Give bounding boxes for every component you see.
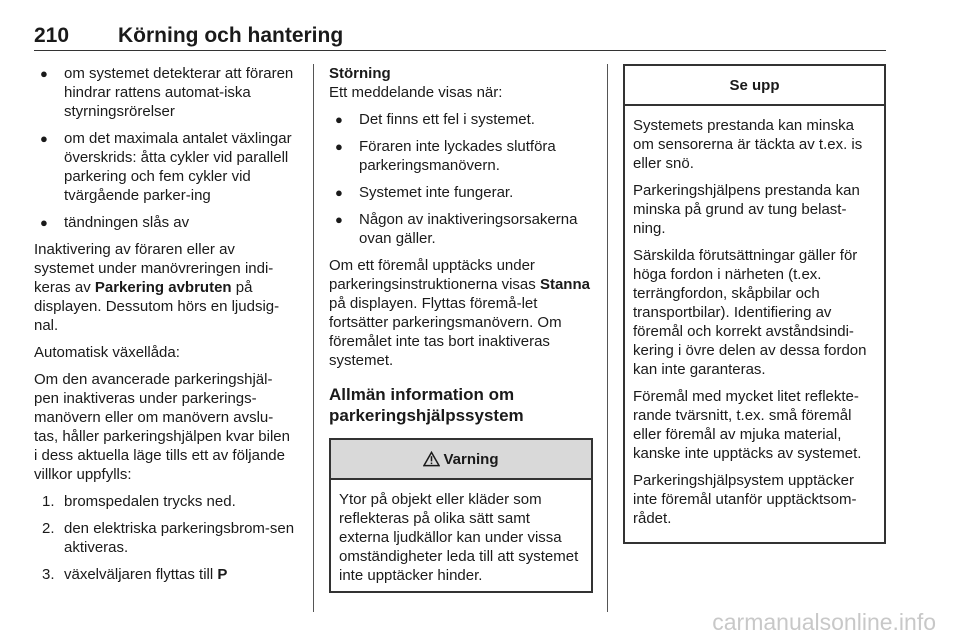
fault-heading: Störning — [329, 65, 391, 82]
stop-message: Stanna — [539, 276, 590, 293]
hold-position-paragraph: Om den avancerade parkeringshjäl-pen inaktiveras under parkerings-manövern eller om manövern avslu-tas, håller parkeringshjälpen kvar bilen i dess aktuella läge tills ett av följande villkor uppfylls: — [34, 371, 290, 483]
warning-text: Ytor på objekt eller kläder som reflekteras på olika sätt samt externa ljudkällor kan under vissa omständigheter leda till att systemet inte upptäcker hinder. — [339, 491, 579, 584]
page-header — [34, 26, 886, 51]
caution-body — [625, 106, 884, 542]
release-conditions-list — [34, 492, 296, 584]
list-item: ● Föraren inte lyckades slutföra parkeringsmanövern. — [329, 137, 593, 175]
caution-title: Se upp — [729, 76, 780, 94]
column-divider — [313, 64, 314, 612]
list-item: ● Det finns ett fel i systemet. — [329, 110, 593, 129]
list-item: ● Någon av inaktiveringsorsakerna ovan gäller. — [329, 210, 593, 248]
deactivation-conditions-list — [34, 64, 296, 232]
watermark: carmanualsonline.info — [712, 609, 936, 635]
caution-paragraph: Särskilda förutsättningar gäller för höga fordon i närheten (t.ex. terrängfordon, skåpbilar och transportbilar). Identifiering av föremål och korrekt avståndsindi-kering i övre delen av dessa fordon kan inte garanteras. — [633, 247, 867, 378]
warning-box — [329, 438, 593, 593]
page-number: 210 — [34, 24, 70, 47]
column-divider — [607, 64, 608, 612]
column-middle — [329, 64, 593, 593]
caution-paragraph: Parkeringshjälpens prestanda kan minska på grund av tung belast-ning. — [633, 182, 860, 237]
caution-paragraph: Parkeringshjälpsystem upptäcker inte föremål utanför upptäcktsom-rådet. — [633, 472, 857, 527]
caution-paragraph: Föremål med mycket litet reflekte-rande tvärsnitt, t.ex. små föremål eller föremål av mjuka material, kanske inte upptäcks av systemet. — [633, 388, 862, 462]
fault-intro: Ett meddelande visas när: — [329, 84, 503, 101]
list-item: ● om systemet detekterar att föraren hindrar rattens automat-iska styrningsrörelser — [34, 64, 296, 121]
list-item: ● tändningen slås av — [34, 213, 296, 232]
warning-title: Varning — [443, 450, 499, 468]
list-item: ● Systemet inte fungerar. — [329, 183, 593, 202]
warning-triangle-icon — [423, 451, 440, 467]
deactivation-paragraph: Inaktivering av föraren eller av systemet under manövreringen indi-keras av Parkering avbruten på displayen. Dessutom hörs en ljudsig-nal. — [34, 241, 280, 334]
object-detected-paragraph: Om ett föremål upptäcks under parkeringsinstruktionerna visas Stanna på displayen. Flyttas föremå-let fortsätter parkeringsmanövern. Om föremålet inte tas bort inaktiveras systemet. — [329, 257, 590, 369]
caution-box — [623, 64, 886, 544]
list-item: ● om det maximala antalet växlingar överskrids: åtta cykler vid parallell parkering och fem cykler vid tvärgående parker-ing — [34, 129, 296, 205]
warning-body — [331, 480, 591, 591]
section-heading: Allmän information om parkeringshjälpssystem — [329, 385, 524, 425]
list-item: 3. växelväljaren flyttas till P — [42, 566, 228, 583]
parking-aborted-message: Parkering avbruten — [94, 279, 232, 296]
chapter-title: Körning och hantering — [118, 24, 344, 47]
column-right — [623, 64, 886, 544]
fault-list — [329, 110, 593, 248]
column-left — [34, 64, 296, 592]
list-item: 1. bromspedalen trycks ned. — [42, 493, 236, 510]
automatic-gearbox-label: Automatisk växellåda: — [34, 344, 180, 361]
warning-header — [331, 440, 591, 480]
list-item: 2. den elektriska parkeringsbrom-sen aktiveras. — [42, 520, 295, 556]
caution-paragraph: Systemets prestanda kan minska om sensorerna är täckta av t.ex. is eller snö. — [633, 117, 863, 172]
caution-header — [625, 66, 884, 106]
